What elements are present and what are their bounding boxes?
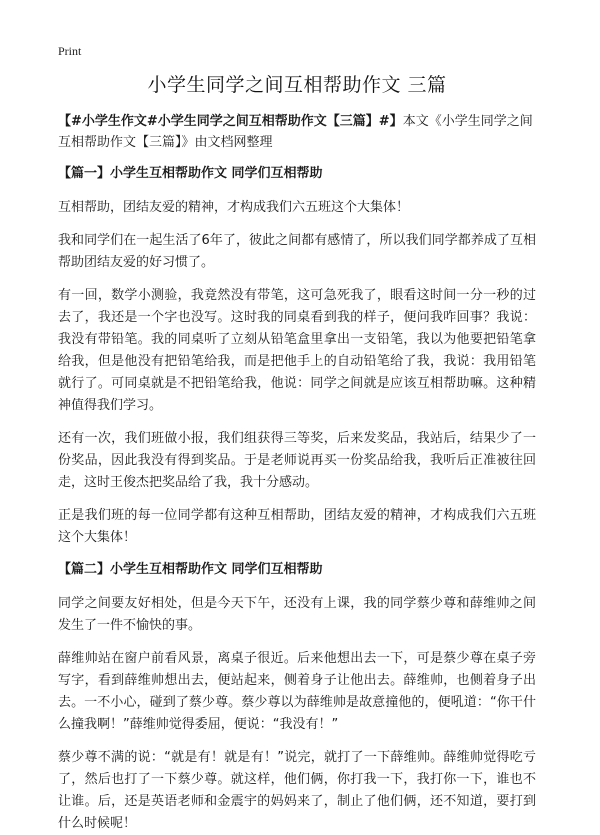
section-heading: 【篇一】小学生互相帮助作文 同学们互相帮助 bbox=[58, 166, 323, 181]
intro-text: 本文《小学生同学之间互相帮助作文【三篇】》由文档网整理 bbox=[58, 114, 533, 150]
section-1 bbox=[58, 164, 536, 549]
intro-tags: 【#小学生作文#小学生同学之间互相帮助作文【三篇】#】 bbox=[58, 114, 403, 129]
paragraph: 蔡少尊不满的说：“就是有！就是有！”说完，就打了一下薛维帅。薛维帅觉得吃亏了，然后也打了一下蔡少尊。就这样，他们俩，你打我一下，我打你一下，谁也不让谁。后，还是英语老师和金震宇的妈妈来了，制止了他们俩，还不知道，要打到什么时候呢！ bbox=[58, 750, 536, 831]
paragraph: 互相帮助，团结友爱的精神，才构成我们六五班这个大集体！ bbox=[58, 200, 410, 215]
paragraph: 正是我们班的每一位同学都有这种互相帮助，团结友爱的精神，才构成我们六五班这个大集体！ bbox=[58, 508, 536, 545]
print-link[interactable]: Print bbox=[58, 44, 82, 58]
paragraph: 有一回，数学小测验，我竟然没有带笔，这可急死我了，眼看这时间一分一秒的过去了，我还是一个字也没写。这时我的同桌看到我的样子，便问我咋回事？我说：我没有带铅笔。我的同桌听了立刻从铅笔盒里拿出一支铅笔，我以为他要把铅笔拿给我，但是他没有把铅笔给我，而是把他手上的自动铅笔给了我，我说：我用铅笔就行了。可同桌就是不把铅笔给我，他说：同学之间就是应该互相帮助嘛。这种精神值得我们学习。 bbox=[58, 288, 536, 413]
paragraph: 薛维帅站在窗户前看风景，离桌子很近。后来他想出去一下，可是蔡少尊在桌子旁写字，看到薛维帅想出去，便站起来，侧着身子让他出去。薛维帅，也侧着身子出去。一不小心，碰到了蔡少尊。蔡少尊以为薛维帅是故意撞他的，便吼道：“你干什么撞我啊！”薛维帅觉得委屈，便说：“我没有！” bbox=[58, 651, 536, 732]
paragraph: 同学之间要友好相处，但是今天下午，还没有上课，我的同学蔡少尊和薛维帅之间发生了一件不愉快的事。 bbox=[58, 596, 536, 633]
section-2 bbox=[58, 560, 536, 835]
paragraph: 我和同学们在一起生活了6年了，彼此之间都有感情了，所以我们同学都养成了互相帮助团结友爱的好习惯了。 bbox=[58, 233, 536, 270]
intro-paragraph bbox=[58, 111, 536, 153]
section-heading: 【篇二】小学生互相帮助作文 同学们互相帮助 bbox=[58, 562, 323, 577]
paragraph: 还有一次，我们班做小报，我们组获得三等奖，后来发奖品，我站后，结果少了一份奖品，因此我没有得到奖品。于是老师说再买一份奖品给我，我听后正准被往回走，这时王俊杰把奖品给了我，我十分感动。 bbox=[58, 431, 536, 490]
page-title: 小学生同学之间互相帮助作文 三篇 bbox=[147, 74, 447, 96]
